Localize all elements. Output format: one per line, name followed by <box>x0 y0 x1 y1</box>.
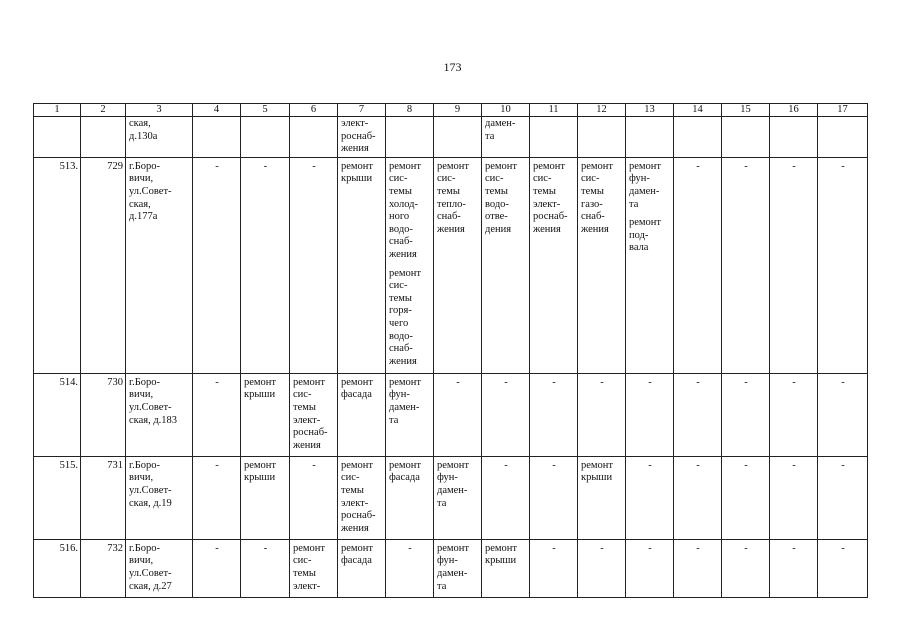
column-header: 11 <box>530 104 578 117</box>
column-header: 2 <box>81 104 126 117</box>
table-cell: - <box>530 456 578 539</box>
table-cell: - <box>193 157 241 373</box>
cell-paragraph: ремонт сис- темы холод- ного водо- снаб- жения <box>389 160 422 260</box>
table-cell: - <box>578 373 626 456</box>
table-cell <box>674 117 722 158</box>
table-cell: - <box>674 373 722 456</box>
table-row <box>34 539 868 597</box>
table-cell <box>530 117 578 158</box>
column-header: 10 <box>482 104 530 117</box>
table-cell: г.Боро- вичи, ул.Совет- ская, д.19 <box>126 456 193 539</box>
table-cell: - <box>626 539 674 597</box>
table-cell: - <box>193 373 241 456</box>
table-cell: 514. <box>34 373 81 456</box>
table-cell: - <box>530 539 578 597</box>
table-cell: ремонт крыши <box>338 157 386 373</box>
table-cell <box>626 157 674 373</box>
cell-paragraph: ремонт сис- темы горя- чего водо- снаб- жения <box>389 267 422 367</box>
table-cell: - <box>818 373 868 456</box>
column-header: 17 <box>818 104 868 117</box>
table-cell: - <box>482 373 530 456</box>
table-cell: - <box>770 539 818 597</box>
table-cell: ремонт фасада <box>338 373 386 456</box>
column-header: 12 <box>578 104 626 117</box>
table-cell: 731 <box>81 456 126 539</box>
page-number: 173 <box>443 60 462 74</box>
table-cell: 515. <box>34 456 81 539</box>
table-cell: ремонт фасада <box>338 539 386 597</box>
table-cell: ремонт сис- темы элект- роснаб- жения <box>290 373 338 456</box>
table-cell: дамен- та <box>482 117 530 158</box>
table-cell: - <box>770 157 818 373</box>
table-cell: - <box>386 539 434 597</box>
table-cell: - <box>290 157 338 373</box>
table-row <box>34 456 868 539</box>
table-cell <box>818 117 868 158</box>
column-header: 4 <box>193 104 241 117</box>
table-cell: - <box>193 539 241 597</box>
table-cell: ремонт крыши <box>482 539 530 597</box>
table-cell: - <box>770 456 818 539</box>
table-cell <box>290 117 338 158</box>
column-header: 14 <box>674 104 722 117</box>
column-header: 9 <box>434 104 482 117</box>
table-cell: - <box>770 373 818 456</box>
table-cell: ремонт фун- дамен- та <box>434 456 482 539</box>
table-cell: г.Боро- вичи, ул.Совет- ская, д.27 <box>126 539 193 597</box>
table-cell: ремонт крыши <box>241 373 290 456</box>
table-cell: 729 <box>81 157 126 373</box>
column-header: 8 <box>386 104 434 117</box>
header-row <box>34 104 868 117</box>
table-cell: - <box>626 456 674 539</box>
table-cell: 730 <box>81 373 126 456</box>
table-cell <box>386 157 434 373</box>
table-cell: ремонт фун- дамен- та <box>434 539 482 597</box>
table-cell <box>626 117 674 158</box>
cell-paragraph: ремонт под- вала <box>629 217 662 254</box>
table-cell: 516. <box>34 539 81 597</box>
table-cell: - <box>241 157 290 373</box>
table-cell: элект- роснаб- жения <box>338 117 386 158</box>
table-cell: - <box>722 373 770 456</box>
table-cell: ская, д.130а <box>126 117 193 158</box>
continuation-row <box>34 117 868 158</box>
table-cell: - <box>818 456 868 539</box>
table-cell: - <box>674 456 722 539</box>
table-cell: ремонт крыши <box>578 456 626 539</box>
cell-paragraph: ремонт фун- дамен- та <box>629 160 662 210</box>
table-cell: - <box>578 539 626 597</box>
table-cell: 732 <box>81 539 126 597</box>
table-cell: ремонт крыши <box>241 456 290 539</box>
table-cell <box>241 117 290 158</box>
table-cell: - <box>290 456 338 539</box>
table-cell: - <box>722 456 770 539</box>
table-cell: - <box>722 539 770 597</box>
table-cell: - <box>482 456 530 539</box>
table-cell <box>81 117 126 158</box>
table-cell: - <box>818 157 868 373</box>
table-cell: ремонт сис- темы элект- роснаб- жения <box>530 157 578 373</box>
column-header: 6 <box>290 104 338 117</box>
column-header: 5 <box>241 104 290 117</box>
table-cell <box>770 117 818 158</box>
table-cell: - <box>626 373 674 456</box>
table-cell: - <box>674 539 722 597</box>
table-cell: ремонт сис- темы элект- <box>290 539 338 597</box>
column-header: 3 <box>126 104 193 117</box>
table-cell <box>434 117 482 158</box>
table-cell: - <box>530 373 578 456</box>
table-cell: - <box>722 157 770 373</box>
table-cell: г.Боро- вичи, ул.Совет- ская, д.183 <box>126 373 193 456</box>
table-cell: ремонт сис- темы элект- роснаб- жения <box>338 456 386 539</box>
column-header: 16 <box>770 104 818 117</box>
table-cell <box>578 117 626 158</box>
table-cell: - <box>193 456 241 539</box>
table-cell <box>386 117 434 158</box>
table-cell: - <box>434 373 482 456</box>
table-cell: ремонт сис- темы газо- снаб- жения <box>578 157 626 373</box>
repair-schedule-table <box>33 103 868 598</box>
table-cell: - <box>674 157 722 373</box>
table-cell <box>34 117 81 158</box>
table-cell <box>722 117 770 158</box>
table-cell: ремонт фун- дамен- та <box>386 373 434 456</box>
column-header: 13 <box>626 104 674 117</box>
table-cell: - <box>241 539 290 597</box>
column-header: 15 <box>722 104 770 117</box>
column-header: 1 <box>34 104 81 117</box>
table-cell: ремонт фасада <box>386 456 434 539</box>
table-cell <box>193 117 241 158</box>
table-cell: ремонт сис- темы тепло- снаб- жения <box>434 157 482 373</box>
table-cell: - <box>818 539 868 597</box>
table-row <box>34 157 868 373</box>
column-header: 7 <box>338 104 386 117</box>
table-row <box>34 373 868 456</box>
table-cell: г.Боро- вичи, ул.Совет- ская, д.177а <box>126 157 193 373</box>
table-cell: ремонт сис- темы водо- отве- дения <box>482 157 530 373</box>
table-cell: 513. <box>34 157 81 373</box>
